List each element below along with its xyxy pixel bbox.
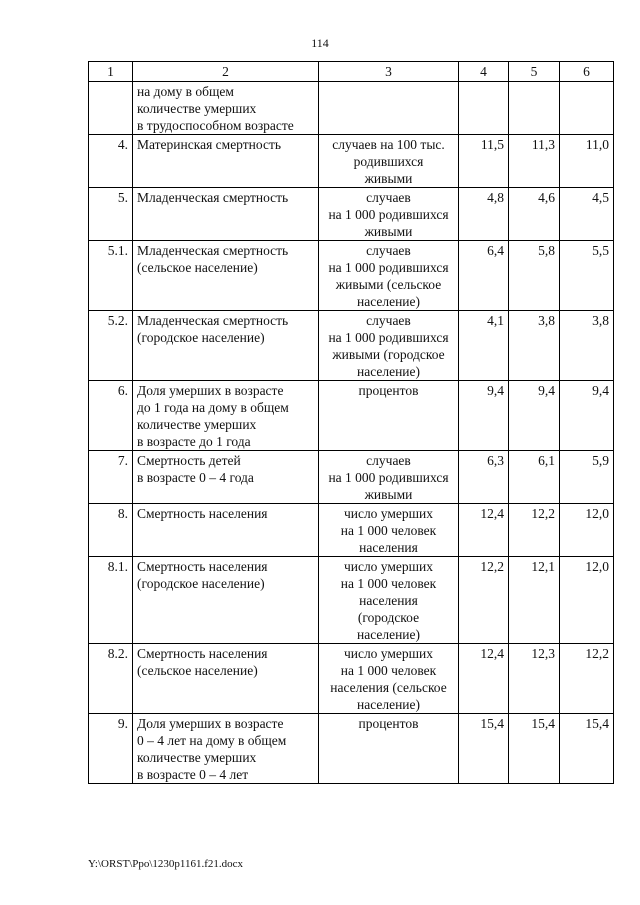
row-number: 5.: [89, 188, 133, 241]
unit-of-measure-line: живыми: [364, 171, 413, 186]
indicator-name-line: 0 – 4 лет на дому в общем: [137, 733, 287, 748]
value-col4: 15,4: [459, 714, 509, 784]
indicator-name-line: (городское население): [137, 330, 265, 345]
value-col4: 12,2: [459, 557, 509, 644]
unit-of-measure: [319, 451, 459, 504]
indicator-name: [133, 135, 319, 188]
value-col5: 12,3: [509, 644, 560, 714]
header-cell: 4: [459, 62, 509, 82]
table-row: [89, 135, 614, 188]
header-cell: 2: [133, 62, 319, 82]
value-col5: 4,6: [509, 188, 560, 241]
value-col5: 11,3: [509, 135, 560, 188]
table-row: [89, 188, 614, 241]
row-number: 5.1.: [89, 241, 133, 311]
indicators-table: [88, 61, 614, 784]
unit-of-measure-line: на 1 000 родившихся: [328, 470, 449, 485]
value-col6: [560, 82, 614, 135]
indicator-name-line: количестве умерших: [137, 101, 257, 116]
table-row: [89, 241, 614, 311]
row-number: 8.: [89, 504, 133, 557]
row-number: 5.2.: [89, 311, 133, 381]
value-col4: 6,4: [459, 241, 509, 311]
value-col6: 9,4: [560, 381, 614, 451]
value-col5: 12,2: [509, 504, 560, 557]
value-col4: 12,4: [459, 644, 509, 714]
unit-of-measure-line: число умерших: [343, 506, 434, 521]
indicator-name: [133, 381, 319, 451]
indicator-name-line: Смертность населения: [137, 506, 268, 521]
header-cell: 1: [89, 62, 133, 82]
indicator-name-line: на дому в общем: [137, 84, 234, 99]
header-cell: 6: [560, 62, 614, 82]
unit-of-measure-line: (городское: [357, 610, 420, 625]
unit-of-measure-line: население): [356, 697, 421, 712]
value-col4: 4,8: [459, 188, 509, 241]
indicator-name-line: в трудоспособном возрасте: [137, 118, 294, 133]
value-col5: 9,4: [509, 381, 560, 451]
unit-of-measure-line: население): [356, 364, 421, 379]
table-row: [89, 504, 614, 557]
indicator-name-line: Младенческая смертность: [137, 243, 289, 258]
file-path-footer: Y:\ORST\Ppo\1230p1161.f21.docx: [88, 858, 244, 870]
row-number: 8.1.: [89, 557, 133, 644]
unit-of-measure-line: живыми: [364, 224, 413, 239]
table-row: [89, 644, 614, 714]
indicator-name: [133, 557, 319, 644]
indicator-name: [133, 82, 319, 135]
unit-of-measure-line: населения: [359, 593, 418, 608]
unit-of-measure-line: население): [356, 294, 421, 309]
unit-of-measure-line: случаев: [366, 190, 411, 205]
unit-of-measure: [319, 241, 459, 311]
table-header-row: [89, 62, 614, 82]
indicator-name-line: Доля умерших в возрасте: [137, 716, 284, 731]
indicator-name-line: в возрасте 0 – 4 лет: [137, 767, 249, 782]
indicator-name-line: (сельское население): [137, 663, 258, 678]
indicator-name-line: Младенческая смертность: [137, 190, 289, 205]
value-col4: 6,3: [459, 451, 509, 504]
value-col6: 5,5: [560, 241, 614, 311]
row-number: 6.: [89, 381, 133, 451]
unit-of-measure-line: живыми (городское: [332, 347, 445, 362]
value-col6: 12,2: [560, 644, 614, 714]
unit-of-measure-line: население): [356, 627, 421, 642]
value-col5: [509, 82, 560, 135]
indicator-name-line: количестве умерших: [137, 750, 257, 765]
indicator-name-line: Смертность населения: [137, 559, 268, 574]
value-col6: 12,0: [560, 504, 614, 557]
unit-of-measure-line: живыми: [364, 487, 413, 502]
unit-of-measure: [319, 82, 459, 135]
row-number: 8.2.: [89, 644, 133, 714]
table-row: [89, 381, 614, 451]
row-number: 9.: [89, 714, 133, 784]
unit-of-measure: [319, 557, 459, 644]
value-col6: 3,8: [560, 311, 614, 381]
table-row: [89, 82, 614, 135]
value-col5: 15,4: [509, 714, 560, 784]
value-col5: 5,8: [509, 241, 560, 311]
value-col6: 12,0: [560, 557, 614, 644]
unit-of-measure-line: на 1 000 родившихся: [328, 330, 449, 345]
unit-of-measure: [319, 504, 459, 557]
value-col5: 12,1: [509, 557, 560, 644]
indicator-name-line: в возрасте до 1 года: [137, 434, 251, 449]
indicator-name-line: в возрасте 0 – 4 года: [137, 470, 254, 485]
unit-of-measure-line: населения (сельское: [330, 680, 447, 695]
indicator-name: [133, 451, 319, 504]
value-col4: 11,5: [459, 135, 509, 188]
unit-of-measure-line: процентов: [358, 383, 419, 398]
value-col4: 4,1: [459, 311, 509, 381]
indicator-name: [133, 241, 319, 311]
indicator-name: [133, 644, 319, 714]
indicator-name-line: (городское население): [137, 576, 265, 591]
value-col5: 3,8: [509, 311, 560, 381]
indicator-name-line: Смертность детей: [137, 453, 241, 468]
unit-of-measure-line: процентов: [358, 716, 419, 731]
unit-of-measure-line: случаев: [366, 243, 411, 258]
indicator-name-line: Младенческая смертность: [137, 313, 289, 328]
unit-of-measure-line: случаев на 100 тыс.: [332, 137, 445, 152]
unit-of-measure-line: населения: [359, 540, 418, 555]
unit-of-measure: [319, 311, 459, 381]
unit-of-measure-line: родившихся: [353, 154, 424, 169]
unit-of-measure: [319, 188, 459, 241]
indicator-name-line: количестве умерших: [137, 417, 257, 432]
unit-of-measure-line: случаев: [366, 313, 411, 328]
unit-of-measure-line: на 1 000 человек: [340, 576, 437, 591]
value-col6: 11,0: [560, 135, 614, 188]
header-cell: 3: [319, 62, 459, 82]
indicator-name-line: Смертность населения: [137, 646, 268, 661]
indicator-name-line: (сельское население): [137, 260, 258, 275]
table-row: [89, 557, 614, 644]
value-col6: 4,5: [560, 188, 614, 241]
unit-of-measure: [319, 644, 459, 714]
unit-of-measure-line: на 1 000 человек: [340, 523, 437, 538]
indicator-name-line: до 1 года на дому в общем: [137, 400, 289, 415]
unit-of-measure: [319, 381, 459, 451]
unit-of-measure-line: живыми (сельское: [335, 277, 442, 292]
unit-of-measure-line: на 1 000 родившихся: [328, 207, 449, 222]
value-col6: 5,9: [560, 451, 614, 504]
table-row: [89, 714, 614, 784]
page-number: 114: [311, 36, 329, 50]
row-number: [89, 82, 133, 135]
value-col4: [459, 82, 509, 135]
unit-of-measure: [319, 135, 459, 188]
value-col4: 12,4: [459, 504, 509, 557]
indicator-name-line: Материнская смертность: [137, 137, 282, 152]
value-col5: 6,1: [509, 451, 560, 504]
unit-of-measure: [319, 714, 459, 784]
value-col4: 9,4: [459, 381, 509, 451]
unit-of-measure-line: на 1 000 человек: [340, 663, 437, 678]
indicator-name: [133, 504, 319, 557]
header-cell: 5: [509, 62, 560, 82]
unit-of-measure-line: случаев: [366, 453, 411, 468]
unit-of-measure-line: на 1 000 родившихся: [328, 260, 449, 275]
table-row: [89, 311, 614, 381]
row-number: 4.: [89, 135, 133, 188]
indicator-name: [133, 188, 319, 241]
table-row: [89, 451, 614, 504]
value-col6: 15,4: [560, 714, 614, 784]
indicator-name: [133, 311, 319, 381]
indicator-name: [133, 714, 319, 784]
unit-of-measure-line: число умерших: [343, 559, 434, 574]
row-number: 7.: [89, 451, 133, 504]
unit-of-measure-line: число умерших: [343, 646, 434, 661]
indicator-name-line: Доля умерших в возрасте: [137, 383, 284, 398]
